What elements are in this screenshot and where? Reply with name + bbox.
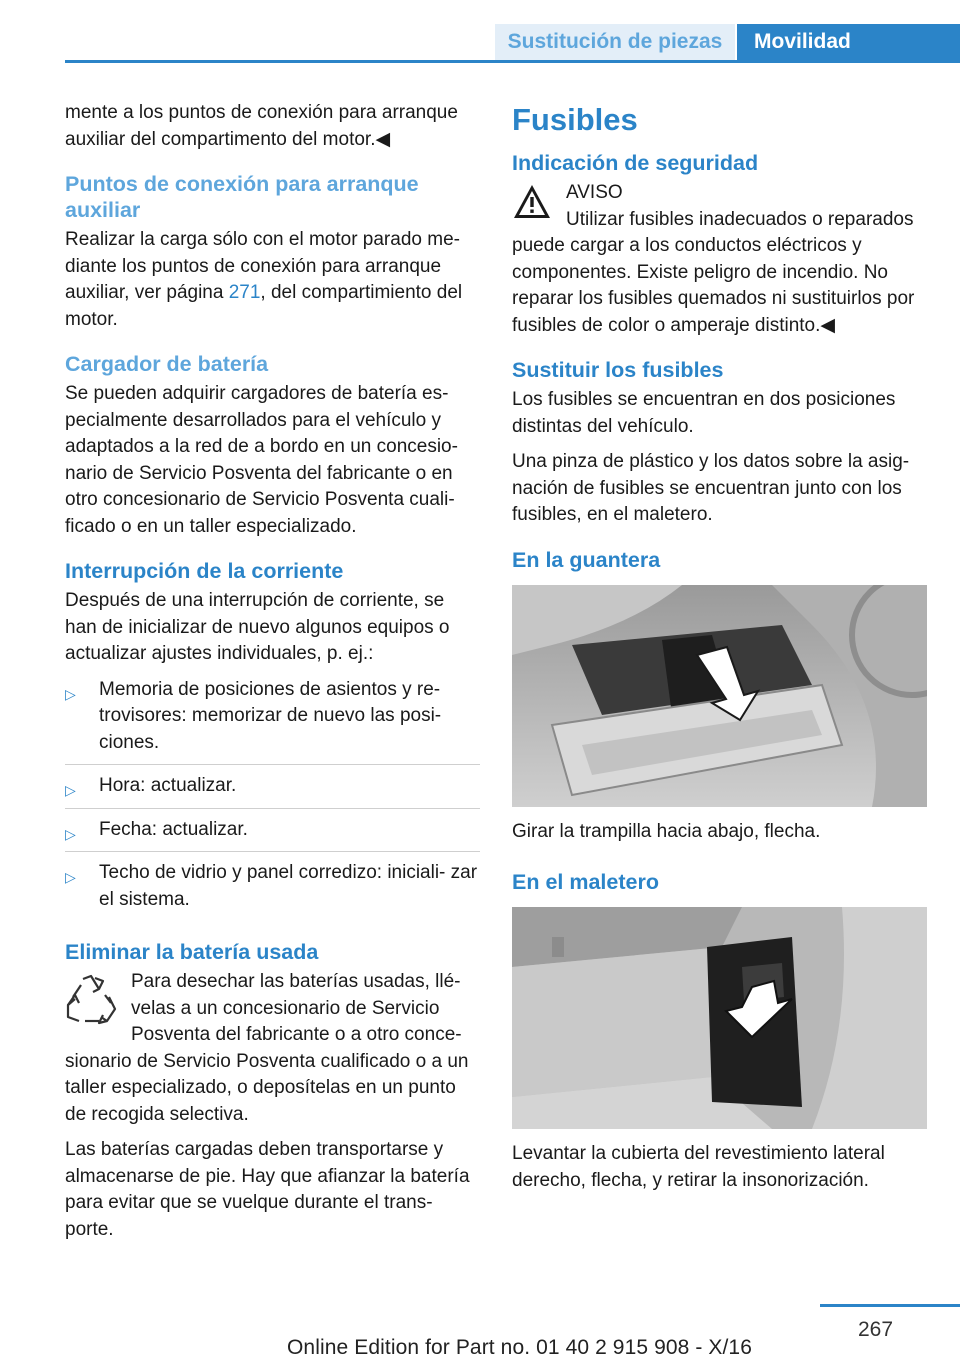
glovebox-photo bbox=[512, 585, 927, 807]
page-number: 267 bbox=[858, 1318, 894, 1341]
disposal-heading: Eliminar la batería usada bbox=[65, 940, 319, 964]
bullet-marker-icon: ▷ bbox=[65, 782, 76, 798]
fuses-title: Fusibles bbox=[512, 102, 638, 137]
warning-icon bbox=[512, 182, 552, 227]
jump-start-text-after: , del compartimiento del motor. bbox=[65, 282, 463, 330]
charger-heading: Cargador de batería bbox=[65, 352, 269, 376]
replace-paragraph-1: Los fusibles se encuentran en dos posiciones distintas del vehículo. bbox=[512, 389, 896, 437]
warning-label: AVISO bbox=[566, 182, 623, 203]
list-item bbox=[65, 764, 480, 808]
jump-start-paragraph bbox=[65, 227, 480, 333]
list-item-text: Fecha: actualizar. bbox=[99, 818, 248, 840]
list-item bbox=[65, 808, 480, 852]
bullet-marker-icon: ▷ bbox=[65, 685, 76, 702]
edition-note: Online Edition for Part no. 01 40 2 915 908 - X/16 bbox=[287, 1336, 752, 1359]
replace-paragraph-2: Una pinza de plástico y los datos sobre la asig‐ nación de fusibles se encuentran junto con los fusibles, en el maletero. bbox=[512, 451, 910, 525]
glovebox-heading: En la guantera bbox=[512, 547, 661, 572]
jump-start-heading: Puntos de conexión para arranque auxiliar bbox=[65, 172, 419, 222]
disposal-paragraph-1: Para desechar las baterías usadas, llé‐ velas a un concesionario de Servicio Posventa del fabricante o a otro conce‐ sionario de Servicio Posventa cualificado o a un taller especializado, o deposítelas en un punto de recogida selectiva. bbox=[65, 971, 469, 1125]
trunk-heading: En el maletero bbox=[512, 870, 659, 894]
list-item bbox=[65, 851, 480, 921]
page-271-link[interactable]: 271 bbox=[228, 282, 261, 303]
glovebox-caption: Girar la trampilla hacia abajo, flecha. bbox=[512, 820, 821, 842]
header-chapter-tab: Movilidad bbox=[737, 24, 960, 60]
warning-paragraph: Utilizar fusibles inadecuados o reparados puede cargar a los conductos eléctricos y componentes. Existe peligro de incendio. No reparar los fusibles quemados ni sustituirlos por fusibles de color o amperaje distinto.◀ bbox=[512, 208, 915, 336]
recycle-icon bbox=[65, 973, 117, 1027]
charger-paragraph: Se pueden adquirir cargadores de batería es‐ pecialmente desarrollados para el vehículo y adaptados a la red de a bordo en un concesio‐ nario de Servicio Posventa del fabricante o en otro concesionario de Servicio Posventa cuali‐ ficado o en un taller especializado. bbox=[65, 383, 458, 537]
bullet-marker-icon: ▷ bbox=[65, 869, 76, 885]
interruption-heading: Interrupción de la corriente bbox=[65, 559, 344, 583]
footer-rule bbox=[820, 1304, 960, 1307]
list-item-text: Memoria de posiciones de asientos y re‐ trovisores: memorizar de nuevo las posi‐ ciones. bbox=[99, 678, 442, 753]
trunk-caption: Levantar la cubierta del revestimiento lateral derecho, flecha, y retirar la insonorización. bbox=[512, 1143, 885, 1191]
list-item-text: Techo de vidrio y panel corredizo: iniciali‐ zar el sistema. bbox=[99, 862, 478, 910]
replace-fuses-heading: Sustituir los fusibles bbox=[512, 358, 724, 382]
left-column bbox=[65, 100, 480, 1252]
header-section-tab: Sustitución de piezas bbox=[495, 24, 735, 60]
safety-heading: Indicación de seguridad bbox=[512, 151, 759, 175]
bullet-marker-icon: ▷ bbox=[65, 825, 76, 842]
list-item bbox=[65, 677, 480, 765]
trunk-photo bbox=[512, 907, 927, 1129]
header-rule bbox=[65, 60, 960, 63]
disposal-paragraph-2: Las baterías cargadas deben transportarse y almacenarse de pie. Hay que afianzar la batería para evitar que se vuelque durante el trans‐ porte. bbox=[65, 1139, 470, 1240]
jump-start-text-before: Realizar la carga sólo con el motor parado me‐ diante los puntos de conexión para arranque auxiliar, ver página bbox=[65, 229, 460, 303]
list-item-text: Hora: actualizar. bbox=[99, 775, 237, 796]
interruption-list bbox=[65, 677, 480, 922]
intro-paragraph: mente a los puntos de conexión para arranque auxiliar del compartimento del motor.◀ bbox=[65, 102, 458, 150]
interruption-paragraph: Después de una interrupción de corriente, se han de inicializar de nuevo algunos equipos o actualizar ajustes individuales, p. ej.: bbox=[65, 590, 450, 664]
right-column bbox=[512, 100, 927, 1203]
